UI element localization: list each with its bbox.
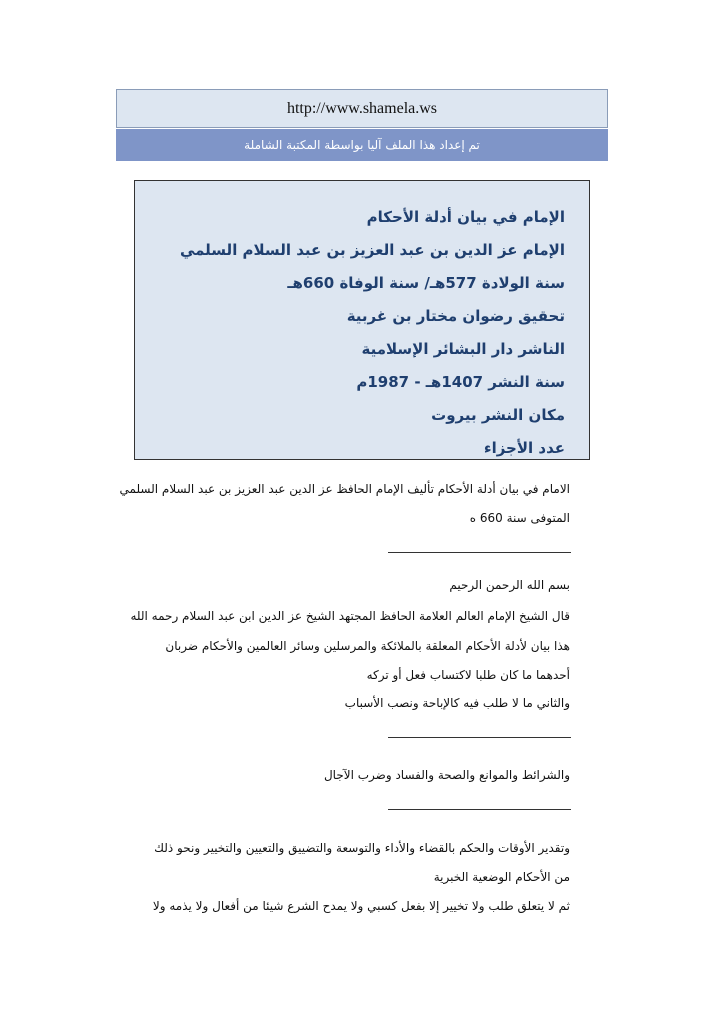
editor: تحقيق رضوان مختار بن غربية [346, 307, 565, 325]
paragraph-line: وتقدير الأوقات والحكم بالقضاء والأداء والتوسعة والتضييق والتعيين والتخيير ونحو ذلك [154, 841, 570, 855]
paragraph-line: والثاني ما لا طلب فيه كالإباحة ونصب الأسباب [344, 696, 570, 710]
paragraph-line: من الأحكام الوضعية الخبرية [433, 870, 570, 884]
publish-place: مكان النشر بيروت [431, 406, 565, 424]
paragraph-line: ثم لا يتعلق طلب ولا تخيير إلا بفعل كسبي ولا يمدح الشرع شيئا من أفعال ولا يذمه ولا [152, 899, 570, 913]
birth-death-years: سنة الولادة 577هـ/ سنة الوفاة 660هـ [287, 274, 565, 292]
separator-rule [388, 552, 571, 553]
paragraph-line: أحدهما ما كان طلبا لاكتساب فعل أو تركه [366, 668, 570, 682]
book-info-box [134, 180, 590, 460]
generated-banner: تم إعداد هذا الملف آليا بواسطة المكتبة الشاملة [116, 129, 608, 161]
separator-rule [388, 809, 571, 810]
publish-year: سنة النشر 1407هـ - 1987م [356, 373, 565, 391]
paragraph-line: بسم الله الرحمن الرحيم [449, 578, 570, 592]
paragraph-line: هذا بيان لأدلة الأحكام المعلقة بالملائكة والمرسلين وسائر العالمين والأحكام ضربان [165, 639, 570, 653]
volume-count: عدد الأجزاء [483, 439, 565, 457]
website-url[interactable]: http://www.shamela.ws [116, 89, 608, 128]
separator-rule [388, 737, 571, 738]
publisher: الناشر دار البشائر الإسلامية [361, 340, 565, 358]
intro-line-2: المتوفى سنة 660 ه [469, 511, 570, 525]
paragraph-line: قال الشيخ الإمام العالم العلامة الحافظ المجتهد الشيخ عز الدين ابن عبد السلام رحمه الله [130, 609, 570, 623]
book-author: الإمام عز الدين بن عبد العزيز بن عبد السلام السلمي [179, 241, 565, 259]
intro-line-1: الامام في بيان أدلة الأحكام تأليف الإمام الحافظ عز الدين عبد العزيز بن عبد السلام السلمي [119, 482, 570, 496]
book-title: الإمام في بيان أدلة الأحكام [366, 208, 565, 226]
paragraph-line: والشرائط والموانع والصحة والفساد وضرب الآجال [323, 768, 570, 782]
